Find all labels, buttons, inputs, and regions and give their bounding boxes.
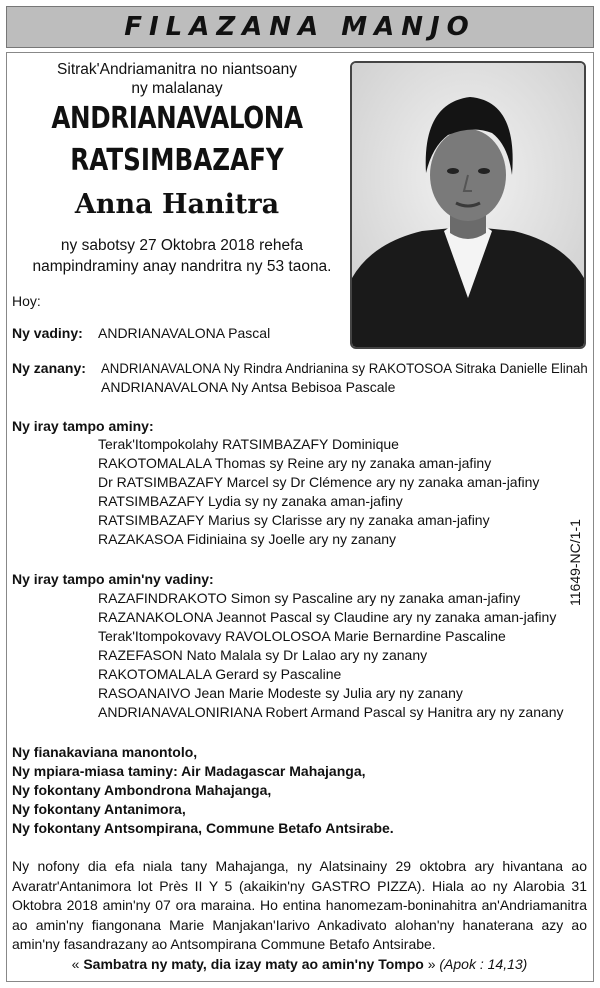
vadiny-value: ANDRIANAVALONA Pascal	[98, 325, 271, 341]
list-item: RAZANAKOLONA Jeannot Pascal sy Claudine ary ny zanaka aman-jafiny	[98, 609, 557, 625]
intro-text	[12, 60, 342, 98]
list-item: RAZEFASON Nato Malala sy Dr Lalao ary ny zanany	[98, 647, 428, 663]
list-item: Terak'Itompokovavy RAVOLOLOSOA Marie Bernardine Pascaline	[98, 628, 506, 644]
zanany-line: ANDRIANAVALONA Ny Antsa Bebisoa Pascale	[101, 379, 396, 395]
list-item: RAKOTOMALALA Thomas sy Reine ary ny zanaka aman-jafiny	[98, 455, 492, 471]
notice-title: FILAZANA MANJO	[124, 12, 476, 42]
list-item: RAZAKASOA Fidiniaina sy Joelle ary ny zanany	[98, 531, 397, 547]
intro-line-2: ny malalanay	[131, 80, 223, 97]
list-item: RATSIMBAZAFY Lydia sy ny zanaka aman-jafiny	[98, 493, 403, 509]
iray-tampo-vadiny-label: Ny iray tampo amin'ny vadiny:	[12, 571, 214, 587]
portrait-photo	[350, 61, 586, 349]
notice-header	[6, 6, 594, 48]
mourner-line: Ny fokontany Ambondrona Mahajanga,	[12, 782, 272, 798]
mourner-line: Ny fianakaviana manontolo,	[12, 744, 198, 760]
deceased-surname-2: RATSIMBAZAFY	[70, 143, 284, 178]
list-item: ANDRIANAVALONIRIANA Robert Armand Pascal sy Hanitra ary ny zanany	[98, 704, 564, 720]
deceased-surname-1: ANDRIANAVALONA	[51, 101, 303, 136]
mourner-line: Ny fokontany Antanimora,	[12, 801, 186, 817]
list-item: Dr RATSIMBAZAFY Marcel sy Dr Clémence ary ny zanaka aman-jafiny	[98, 474, 540, 490]
death-line-2: nampindraminy anay nandritra ny 53 taona.	[32, 258, 332, 275]
deceased-given-name: Anna Hanitra	[74, 189, 280, 220]
vadiny-label: Ny vadiny:	[12, 325, 83, 341]
bible-quote	[12, 956, 587, 972]
quote-open: «	[71, 956, 80, 972]
list-item: RAKOTOMALALA Gerard sy Pascaline	[98, 666, 342, 682]
quote-close: »	[427, 956, 436, 972]
list-item: RATSIMBAZAFY Marius sy Clarisse ary ny zanaka aman-jafiny	[98, 512, 490, 528]
list-item: RASOANAIVO Jean Marie Modeste sy Julia ary ny zanany	[98, 685, 463, 701]
funeral-details-paragraph: Ny nofony dia efa niala tany Mahajanga, ny Alatsinainy 29 oktobra ary hivantana ao Avaratr'Antanimora lot Près II Y 5 (akaikin'ny GASTRO PIZZA). Hiala ao ny Alarobia 31 Oktobra 2018 amin'ny 07 ora maraina. Ho entina hanomezam-boninahitra an'Andriamanitra ao amin'ny fiangonana Marie Manjakan'Iarivo Ankadivato alohan'ny hanaterana azy ao amin'ny fasandrazany ao Antsompirana Commune Betafo Antsirabe.	[12, 858, 587, 952]
quote-text: Sambatra ny maty, dia izay maty ao amin'ny Tompo	[83, 956, 424, 972]
hoy-label: Hoy:	[12, 293, 41, 309]
quote-reference: (Apok : 14,13)	[439, 956, 528, 972]
mourner-line: Ny mpiara-miasa taminy: Air Madagascar Mahajanga,	[12, 763, 366, 779]
zanany-label: Ny zanany:	[12, 360, 86, 376]
reference-number: 11649-NC/1-1	[567, 519, 583, 606]
death-line-1: ny sabotsy 27 Oktobra 2018 rehefa	[60, 237, 304, 254]
iray-tampo-label: Ny iray tampo aminy:	[12, 418, 154, 434]
mourner-line: Ny fokontany Antsompirana, Commune Betafo Antsirabe.	[12, 820, 394, 836]
zanany-line: ANDRIANAVALONA Ny Rindra Andrianina sy RAKOTOSOA Sitraka Danielle Elinah	[101, 360, 588, 376]
intro-line-1: Sitrak'Andriamanitra no niantsoany	[57, 61, 297, 78]
list-item: Terak'Itompokolahy RATSIMBAZAFY Dominique	[98, 436, 399, 452]
list-item: RAZAFINDRAKOTO Simon sy Pascaline ary ny zanaka aman-jafiny	[98, 590, 521, 606]
death-notice-text	[12, 235, 352, 277]
